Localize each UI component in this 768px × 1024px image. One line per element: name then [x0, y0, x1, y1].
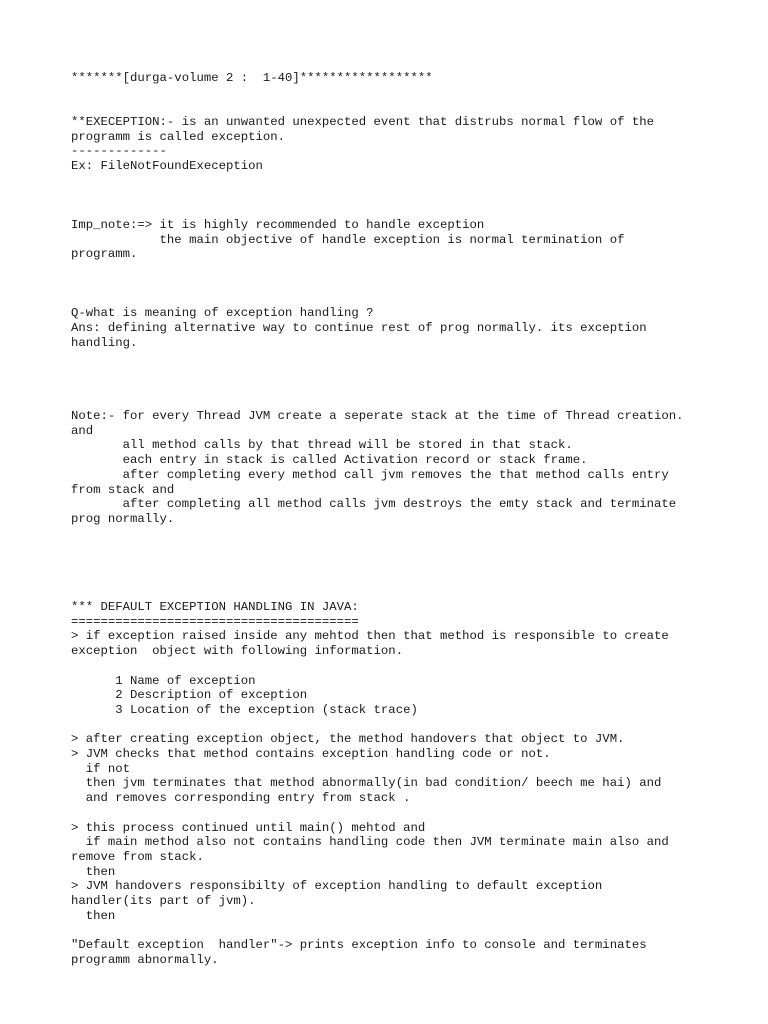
- blank-line: [71, 394, 751, 409]
- text-line: exception object with following information.: [71, 644, 404, 659]
- blank-line: [71, 86, 751, 101]
- text-line: handler(its part of jvm).: [71, 894, 256, 909]
- blank-line: [71, 585, 751, 600]
- text-line: programm abnormally.: [71, 952, 219, 967]
- document-text: [71, 71, 751, 968]
- text-line: after completing all method calls jvm destroys the emty stack and terminate: [71, 497, 677, 512]
- blank-line: [71, 923, 751, 938]
- text-line: *** DEFAULT EXCEPTION HANDLING IN JAVA:: [71, 600, 359, 615]
- blank-line: [71, 527, 751, 542]
- text-line: and removes corresponding entry from stack .: [71, 791, 411, 806]
- blank-line: [71, 174, 751, 189]
- text-line: and: [71, 423, 94, 438]
- text-line: programm is called exception.: [71, 129, 286, 144]
- text-line: after completing every method call jvm removes the that method calls entry: [71, 467, 669, 482]
- blank-line: [71, 718, 751, 733]
- text-line: each entry in stack is called Activation record or stack frame.: [71, 453, 588, 468]
- text-line: Ex: FileNotFoundExeception: [71, 159, 263, 174]
- blank-line: [71, 556, 751, 571]
- blank-line: [71, 277, 751, 292]
- text-line: 1 Name of exception: [71, 673, 256, 688]
- blank-line: [71, 262, 751, 277]
- text-line: -------------: [71, 144, 167, 159]
- text-line: then: [71, 908, 116, 923]
- text-line: > JVM checks that method contains exception handling code or not.: [71, 747, 551, 762]
- text-line: the main objective of handle exception is normal termination of: [71, 232, 625, 247]
- text-line: programm.: [71, 247, 138, 262]
- text-line: > if exception raised inside any mehtod then that method is responsible to create: [71, 629, 669, 644]
- text-line: if main method also not contains handling code then JVM terminate main also and: [71, 835, 669, 850]
- blank-line: [71, 541, 751, 556]
- text-line: then: [71, 864, 116, 879]
- text-line: **EXECEPTION:- is an unwanted unexpected event that distrubs normal flow of the: [71, 115, 654, 130]
- blank-line: [71, 350, 751, 365]
- blank-line: [71, 365, 751, 380]
- blank-line: [71, 189, 751, 204]
- text-line: from stack and: [71, 482, 175, 497]
- text-line: Q-what is meaning of exception handling ?: [71, 306, 374, 321]
- text-line: Imp_note:=> it is highly recommended to handle exception: [71, 217, 485, 232]
- blank-line: [71, 806, 751, 821]
- text-line: then jvm terminates that method abnormally(in bad condition/ beech me hai) and: [71, 776, 662, 791]
- text-line: if not: [71, 761, 131, 776]
- text-line: *******[durga-volume 2 : 1-40]******************: [71, 71, 433, 85]
- blank-line: [71, 659, 751, 674]
- text-line: all method calls by that thread will be stored in that stack.: [71, 438, 573, 453]
- blank-line: [71, 380, 751, 395]
- blank-line: [71, 100, 751, 115]
- text-line: 3 Location of the exception (stack trace): [71, 702, 418, 717]
- text-line: > after creating exception object, the method handovers that object to JVM.: [71, 732, 625, 747]
- text-line: prog normally.: [71, 511, 175, 526]
- text-line: > this process continued until main() mehtod and: [71, 820, 426, 835]
- text-line: handling.: [71, 335, 138, 350]
- text-line: Note:- for every Thread JVM create a seperate stack at the time of Thread creation.: [71, 408, 684, 423]
- text-line: Ans: defining alternative way to continue rest of prog normally. its exception: [71, 320, 647, 335]
- text-line: =======================================: [71, 614, 359, 629]
- blank-line: [71, 291, 751, 306]
- text-line: "Default exception handler"-> prints exception info to console and terminates: [71, 938, 647, 953]
- blank-line: [71, 203, 751, 218]
- text-line: > JVM handovers responsibilty of exception handling to default exception: [71, 879, 603, 894]
- text-line: 2 Description of exception: [71, 688, 308, 703]
- text-line: remove from stack.: [71, 849, 204, 864]
- blank-line: [71, 571, 751, 586]
